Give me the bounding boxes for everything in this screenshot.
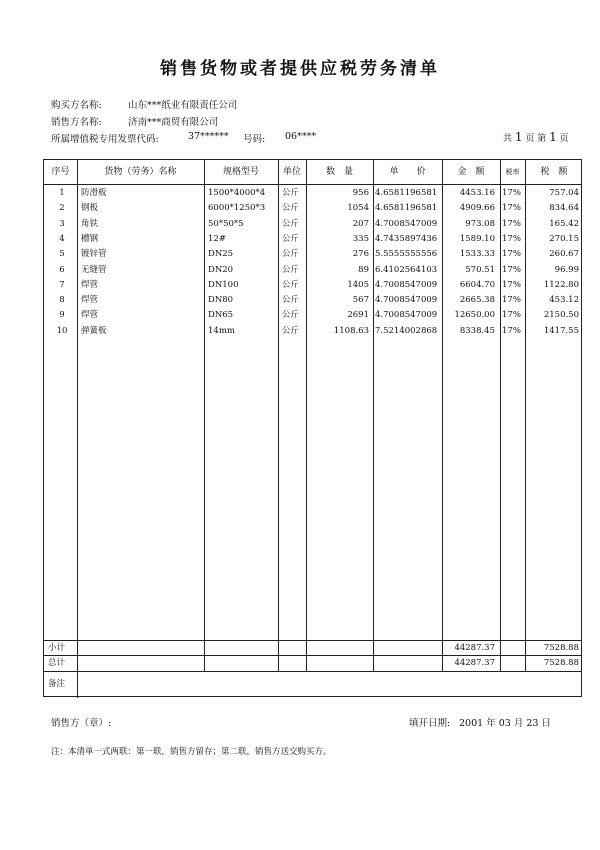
col-name: 货物（劳务）名称: [104, 167, 177, 177]
row-6-name: 无缝管: [81, 264, 107, 275]
row-4-name: 槽钢: [81, 233, 99, 244]
row-6-tax: 96.99: [554, 264, 579, 275]
invoice-number: 06****: [285, 131, 317, 142]
row-10-tax: 1417.55: [543, 325, 579, 336]
row-1-amount: 4453.16: [459, 188, 495, 198]
row-10-name: 弹簧板: [81, 325, 107, 336]
row-2-price: 4.6581196581: [375, 203, 438, 214]
row-7-spec: DN100: [208, 279, 239, 290]
seller-label: 销售方名称:: [51, 117, 102, 128]
row-8-seq: 8: [59, 295, 65, 306]
subtotal-label: 小计: [48, 643, 66, 653]
row-8-tax: 453.12: [549, 295, 579, 306]
total-amount: 44287.37: [454, 658, 495, 668]
row-6-amount: 570.51: [465, 264, 495, 275]
row-10-spec: 14mm: [208, 325, 235, 336]
row-3-qty: 207: [352, 218, 369, 229]
row-3-seq: 3: [59, 218, 65, 229]
row-6-spec: DN20: [208, 264, 234, 275]
row-8-unit: 公斤: [282, 295, 300, 306]
row-4-amount: 1589.10: [459, 233, 495, 244]
row-10-amount: 8338.45: [459, 325, 495, 336]
row-5-amount: 1533.33: [459, 249, 495, 260]
row-2-spec: 6000*1250*3: [208, 203, 266, 214]
page-total: 1: [514, 130, 523, 144]
buyer-label: 购买方名称:: [51, 100, 102, 111]
row-2-amount: 4909.66: [459, 203, 495, 214]
row-10-rate: 17%: [502, 325, 521, 336]
seller-name: 济南***商贸有限公司: [128, 117, 219, 128]
buyer-name: 山东***纸业有限责任公司: [128, 100, 238, 111]
row-9-tax: 2150.50: [543, 310, 579, 321]
row-8-price: 4.7008547009: [375, 295, 438, 306]
row-8-name: 焊管: [81, 295, 99, 306]
row-9-name: 焊管: [81, 310, 99, 321]
row-4-rate: 17%: [502, 233, 521, 244]
col-price: 单 价: [389, 167, 426, 177]
col-tax: 税 额: [540, 167, 568, 177]
row-3-spec: 50*50*5: [208, 218, 244, 229]
row-8-rate: 17%: [502, 295, 521, 306]
row-8-spec: DN80: [208, 295, 234, 306]
col-seq: 序号: [51, 167, 70, 177]
row-7-qty: 1405: [347, 279, 369, 290]
document-title: 销售货物或者提供应税劳务清单: [160, 59, 440, 79]
seller-seal-label: 销售方（章）:: [51, 718, 112, 729]
row-6-seq: 6: [59, 264, 65, 275]
row-9-seq: 9: [59, 310, 65, 321]
row-7-tax: 1122.80: [543, 279, 579, 290]
row-10-price: 7.5214002868: [375, 325, 438, 336]
issue-date: 2001 年 03 月 23 日: [459, 718, 551, 729]
invoice-code: 37******: [188, 131, 229, 142]
total-label: 总计: [48, 658, 66, 668]
row-9-amount: 12650.00: [454, 310, 495, 321]
row-10-qty: 1108.63: [333, 325, 369, 336]
row-4-price: 4.7435897436: [375, 233, 438, 244]
row-8-amount: 2665.38: [459, 295, 495, 306]
row-7-seq: 7: [59, 279, 65, 290]
row-1-price: 4.6581196581: [375, 188, 438, 198]
total-tax: 7528.88: [543, 658, 579, 668]
row-3-unit: 公斤: [282, 218, 300, 229]
row-8-qty: 567: [352, 295, 369, 306]
page-current: 1: [549, 130, 557, 144]
row-5-rate: 17%: [502, 249, 521, 260]
row-5-qty: 276: [352, 249, 369, 260]
row-5-spec: DN25: [208, 249, 234, 260]
row-10-seq: 10: [56, 325, 68, 336]
subtotal-tax: 7528.88: [543, 643, 579, 653]
row-5-price: 5.5555555556: [375, 249, 438, 260]
row-2-qty: 1054: [347, 203, 369, 214]
row-4-qty: 335: [352, 233, 369, 244]
remark-label: 备注: [48, 679, 66, 689]
col-spec: 规格型号: [222, 167, 259, 177]
page-indicator: 共 1 页 第 1 页: [503, 130, 569, 144]
issue-date-label: 填开日期:: [409, 718, 451, 729]
row-7-name: 焊管: [81, 279, 99, 290]
footnote: 注：本清单一式两联：第一联，销售方留存；第二联，销售方送交购买方。: [51, 747, 332, 757]
row-5-unit: 公斤: [282, 249, 300, 260]
items-table: [43, 159, 582, 697]
row-1-qty: 956: [352, 188, 369, 198]
row-6-rate: 17%: [502, 264, 521, 275]
row-2-rate: 17%: [502, 203, 521, 214]
row-9-price: 4.7008547009: [375, 310, 438, 321]
row-7-amount: 6604.70: [459, 279, 495, 290]
row-1-rate: 17%: [502, 188, 521, 198]
row-7-unit: 公斤: [282, 279, 300, 290]
row-9-qty: 2691: [347, 310, 369, 321]
row-3-price: 4.7008547009: [375, 218, 438, 229]
row-2-tax: 834.64: [549, 203, 579, 214]
row-5-name: 镀锌管: [81, 249, 107, 260]
row-2-seq: 2: [59, 203, 65, 214]
row-4-spec: 12#: [208, 233, 226, 244]
invoice-number-label: 号码:: [243, 134, 266, 145]
col-amount: 金 额: [457, 167, 485, 177]
row-3-rate: 17%: [502, 218, 521, 229]
row-3-amount: 973.08: [465, 218, 495, 229]
row-2-unit: 公斤: [282, 203, 300, 214]
row-9-spec: DN65: [208, 310, 234, 321]
col-unit: 单位: [282, 167, 301, 177]
row-5-seq: 5: [59, 249, 65, 260]
invoice-code-label: 所属增值税专用发票代码:: [51, 134, 159, 145]
col-qty: 数 量: [325, 167, 353, 177]
row-1-tax: 757.04: [549, 188, 579, 198]
row-7-rate: 17%: [502, 279, 521, 290]
row-9-rate: 17%: [502, 310, 521, 321]
row-6-qty: 89: [358, 264, 369, 275]
row-4-tax: 270.15: [549, 233, 579, 244]
row-1-unit: 公斤: [282, 188, 300, 198]
row-5-tax: 260.67: [549, 249, 579, 260]
row-4-seq: 4: [59, 233, 65, 244]
row-10-unit: 公斤: [282, 325, 300, 336]
row-3-tax: 165.42: [549, 218, 579, 229]
col-rate: 税率: [505, 168, 520, 176]
row-1-spec: 1500*4000*4: [208, 188, 266, 198]
row-1-seq: 1: [59, 188, 65, 198]
row-3-name: 角铁: [81, 218, 99, 229]
row-9-unit: 公斤: [282, 310, 300, 321]
row-4-unit: 公斤: [282, 233, 300, 244]
row-2-name: 钢板: [81, 203, 99, 214]
row-7-price: 4.7008547009: [375, 279, 438, 290]
subtotal-amount: 44287.37: [454, 643, 495, 653]
row-1-name: 防滑板: [81, 188, 107, 198]
row-6-unit: 公斤: [282, 264, 300, 275]
row-6-price: 6.4102564103: [375, 264, 438, 275]
